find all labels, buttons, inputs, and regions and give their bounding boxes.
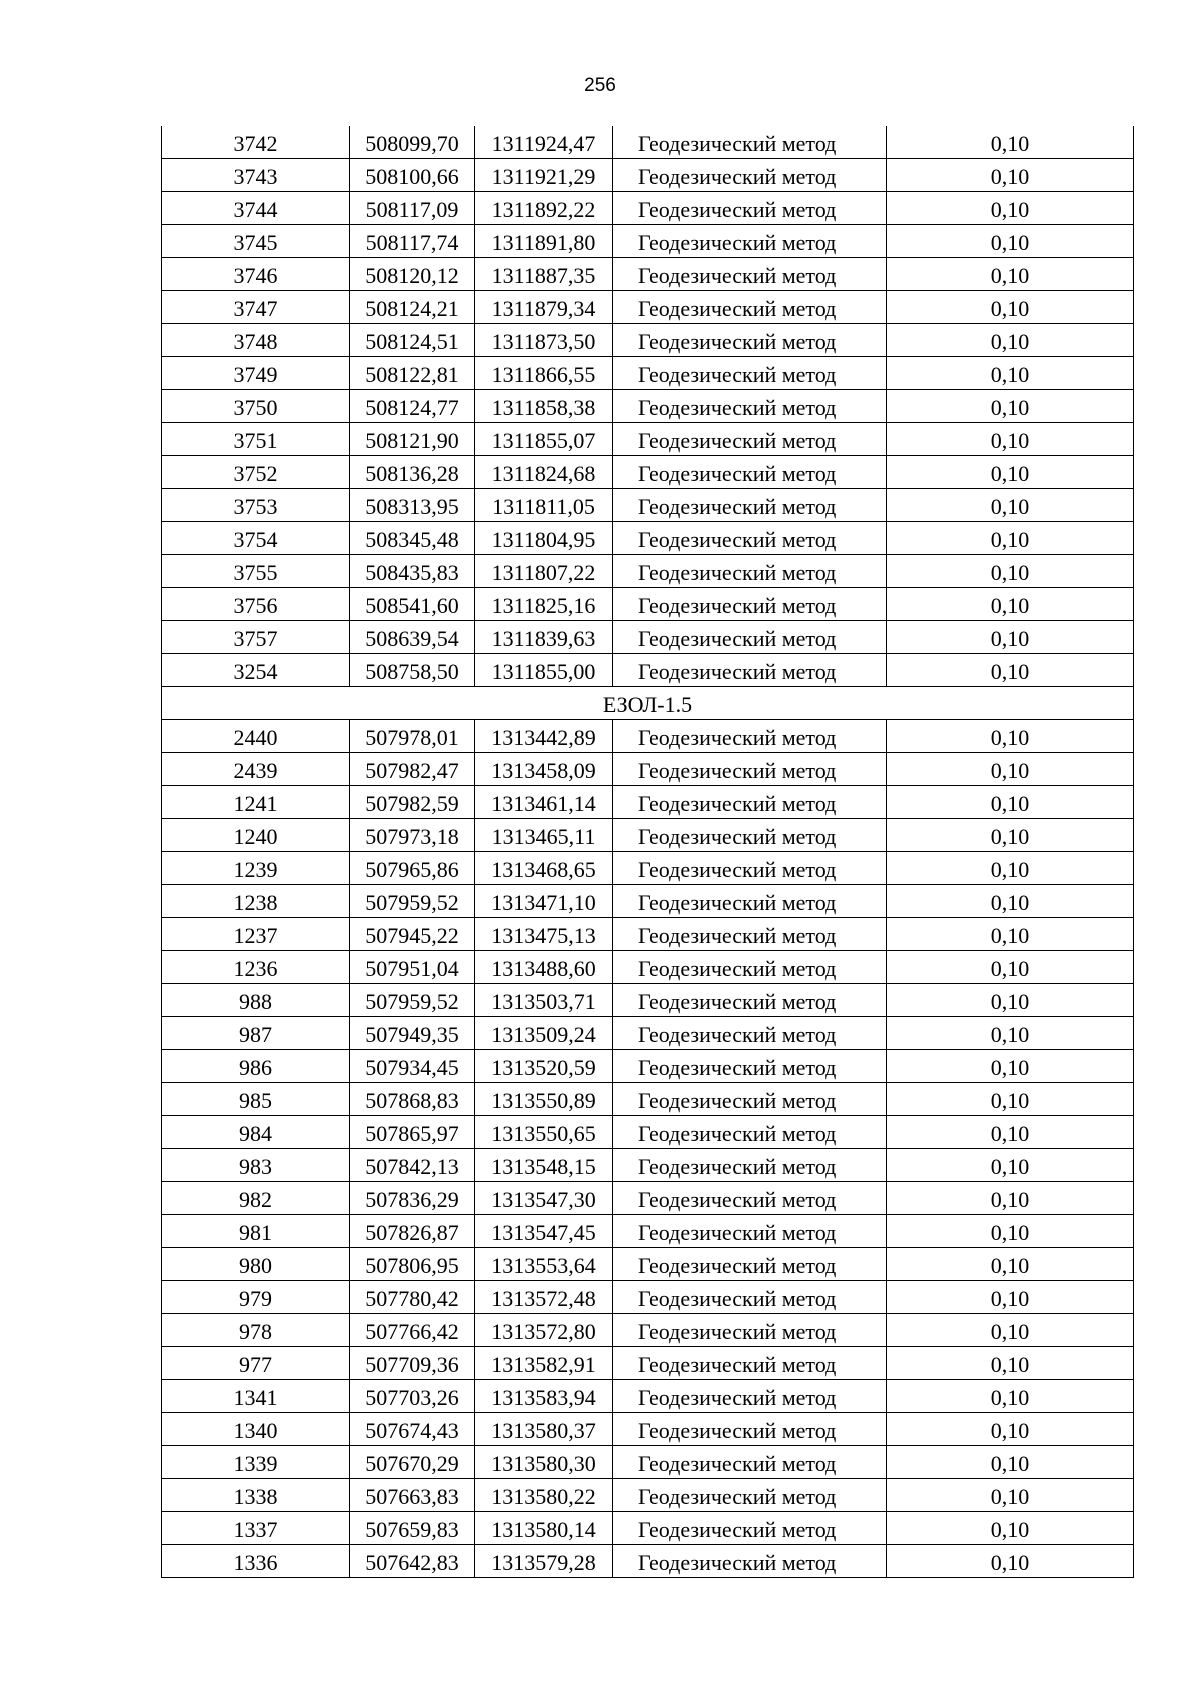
method-cell: Геодезический метод (613, 1413, 887, 1446)
accuracy-cell: 0,10 (887, 984, 1134, 1017)
point-number-cell: 3756 (162, 588, 350, 621)
method-cell: Геодезический метод (613, 654, 887, 687)
method-cell: Геодезический метод (613, 1050, 887, 1083)
accuracy-cell: 0,10 (887, 1017, 1134, 1050)
point-number-cell: 986 (162, 1050, 350, 1083)
point-number-cell: 1336 (162, 1545, 350, 1578)
x-coordinate-cell: 507868,83 (350, 1083, 475, 1116)
method-cell: Геодезический метод (613, 819, 887, 852)
table-row (162, 1083, 1134, 1116)
x-coordinate-cell: 508639,54 (350, 621, 475, 654)
x-coordinate-cell: 507982,47 (350, 753, 475, 786)
method-cell: Геодезический метод (613, 1446, 887, 1479)
accuracy-cell: 0,10 (887, 159, 1134, 192)
x-coordinate-cell: 507836,29 (350, 1182, 475, 1215)
method-cell: Геодезический метод (613, 489, 887, 522)
y-coordinate-cell: 1311891,80 (475, 225, 613, 258)
accuracy-cell: 0,10 (887, 819, 1134, 852)
y-coordinate-cell: 1313458,09 (475, 753, 613, 786)
accuracy-cell: 0,10 (887, 225, 1134, 258)
table-row (162, 522, 1134, 555)
x-coordinate-cell: 508100,66 (350, 159, 475, 192)
method-cell: Геодезический метод (613, 456, 887, 489)
point-number-cell: 3754 (162, 522, 350, 555)
table-row (162, 1380, 1134, 1413)
point-number-cell: 3755 (162, 555, 350, 588)
table-row (162, 588, 1134, 621)
y-coordinate-cell: 1313465,11 (475, 819, 613, 852)
y-coordinate-cell: 1311866,55 (475, 357, 613, 390)
accuracy-cell: 0,10 (887, 720, 1134, 753)
accuracy-cell: 0,10 (887, 1479, 1134, 1512)
y-coordinate-cell: 1311879,34 (475, 291, 613, 324)
table-row (162, 1281, 1134, 1314)
method-cell: Геодезический метод (613, 885, 887, 918)
accuracy-cell: 0,10 (887, 390, 1134, 423)
accuracy-cell: 0,10 (887, 588, 1134, 621)
accuracy-cell: 0,10 (887, 522, 1134, 555)
accuracy-cell: 0,10 (887, 885, 1134, 918)
y-coordinate-cell: 1313475,13 (475, 918, 613, 951)
x-coordinate-cell: 507780,42 (350, 1281, 475, 1314)
method-cell: Геодезический метод (613, 918, 887, 951)
point-number-cell: 3750 (162, 390, 350, 423)
x-coordinate-cell: 508117,09 (350, 192, 475, 225)
x-coordinate-cell: 508435,83 (350, 555, 475, 588)
y-coordinate-cell: 1313442,89 (475, 720, 613, 753)
table-row (162, 423, 1134, 456)
table-row (162, 786, 1134, 819)
point-number-cell: 3748 (162, 324, 350, 357)
y-coordinate-cell: 1311855,07 (475, 423, 613, 456)
x-coordinate-cell: 508121,90 (350, 423, 475, 456)
x-coordinate-cell: 507945,22 (350, 918, 475, 951)
table-row (162, 126, 1134, 159)
point-number-cell: 1239 (162, 852, 350, 885)
table-row (162, 1215, 1134, 1248)
method-cell: Геодезический метод (613, 720, 887, 753)
accuracy-cell: 0,10 (887, 951, 1134, 984)
point-number-cell: 1341 (162, 1380, 350, 1413)
method-cell: Геодезический метод (613, 324, 887, 357)
y-coordinate-cell: 1311858,38 (475, 390, 613, 423)
point-number-cell: 979 (162, 1281, 350, 1314)
x-coordinate-cell: 507951,04 (350, 951, 475, 984)
method-cell: Геодезический метод (613, 357, 887, 390)
point-number-cell: 3745 (162, 225, 350, 258)
accuracy-cell: 0,10 (887, 1446, 1134, 1479)
method-cell: Геодезический метод (613, 1281, 887, 1314)
point-number-cell: 3254 (162, 654, 350, 687)
method-cell: Геодезический метод (613, 1479, 887, 1512)
accuracy-cell: 0,10 (887, 786, 1134, 819)
y-coordinate-cell: 1311807,22 (475, 555, 613, 588)
method-cell: Геодезический метод (613, 1347, 887, 1380)
point-number-cell: 3753 (162, 489, 350, 522)
table-row (162, 753, 1134, 786)
method-cell: Геодезический метод (613, 852, 887, 885)
method-cell: Геодезический метод (613, 1149, 887, 1182)
y-coordinate-cell: 1313580,14 (475, 1512, 613, 1545)
accuracy-cell: 0,10 (887, 423, 1134, 456)
accuracy-cell: 0,10 (887, 1512, 1134, 1545)
table-row (162, 1512, 1134, 1545)
y-coordinate-cell: 1313579,28 (475, 1545, 613, 1578)
point-number-cell: 985 (162, 1083, 350, 1116)
table-row (162, 1017, 1134, 1050)
method-cell: Геодезический метод (613, 423, 887, 456)
x-coordinate-cell: 507842,13 (350, 1149, 475, 1182)
coordinates-table-body (162, 126, 1134, 1578)
table-row (162, 819, 1134, 852)
method-cell: Геодезический метод (613, 1215, 887, 1248)
table-row (162, 885, 1134, 918)
table-row (162, 456, 1134, 489)
point-number-cell: 978 (162, 1314, 350, 1347)
x-coordinate-cell: 508124,51 (350, 324, 475, 357)
accuracy-cell: 0,10 (887, 1116, 1134, 1149)
table-row (162, 1347, 1134, 1380)
y-coordinate-cell: 1313550,89 (475, 1083, 613, 1116)
x-coordinate-cell: 507959,52 (350, 885, 475, 918)
page-number: 256 (584, 75, 616, 96)
y-coordinate-cell: 1313548,15 (475, 1149, 613, 1182)
table-row (162, 1116, 1134, 1149)
y-coordinate-cell: 1311804,95 (475, 522, 613, 555)
x-coordinate-cell: 508758,50 (350, 654, 475, 687)
x-coordinate-cell: 507959,52 (350, 984, 475, 1017)
table-row (162, 1479, 1134, 1512)
method-cell: Геодезический метод (613, 258, 887, 291)
point-number-cell: 1339 (162, 1446, 350, 1479)
method-cell: Геодезический метод (613, 621, 887, 654)
accuracy-cell: 0,10 (887, 456, 1134, 489)
x-coordinate-cell: 508541,60 (350, 588, 475, 621)
point-number-cell: 1237 (162, 918, 350, 951)
point-number-cell: 980 (162, 1248, 350, 1281)
y-coordinate-cell: 1313461,14 (475, 786, 613, 819)
method-cell: Геодезический метод (613, 951, 887, 984)
x-coordinate-cell: 507978,01 (350, 720, 475, 753)
method-cell: Геодезический метод (613, 1545, 887, 1578)
y-coordinate-cell: 1313503,71 (475, 984, 613, 1017)
y-coordinate-cell: 1313488,60 (475, 951, 613, 984)
method-cell: Геодезический метод (613, 225, 887, 258)
accuracy-cell: 0,10 (887, 1314, 1134, 1347)
y-coordinate-cell: 1313468,65 (475, 852, 613, 885)
table-row (162, 192, 1134, 225)
method-cell: Геодезический метод (613, 1248, 887, 1281)
x-coordinate-cell: 508124,77 (350, 390, 475, 423)
table-row (162, 720, 1134, 753)
table-row (162, 852, 1134, 885)
y-coordinate-cell: 1313583,94 (475, 1380, 613, 1413)
accuracy-cell: 0,10 (887, 852, 1134, 885)
accuracy-cell: 0,10 (887, 1149, 1134, 1182)
y-coordinate-cell: 1311824,68 (475, 456, 613, 489)
x-coordinate-cell: 507973,18 (350, 819, 475, 852)
accuracy-cell: 0,10 (887, 1182, 1134, 1215)
section-header-row (162, 687, 1134, 720)
table-row (162, 324, 1134, 357)
point-number-cell: 3757 (162, 621, 350, 654)
table-row (162, 1314, 1134, 1347)
x-coordinate-cell: 507663,83 (350, 1479, 475, 1512)
point-number-cell: 981 (162, 1215, 350, 1248)
accuracy-cell: 0,10 (887, 654, 1134, 687)
accuracy-cell: 0,10 (887, 1050, 1134, 1083)
accuracy-cell: 0,10 (887, 1248, 1134, 1281)
accuracy-cell: 0,10 (887, 621, 1134, 654)
method-cell: Геодезический метод (613, 1380, 887, 1413)
x-coordinate-cell: 508099,70 (350, 126, 475, 159)
method-cell: Геодезический метод (613, 555, 887, 588)
point-number-cell: 1338 (162, 1479, 350, 1512)
point-number-cell: 2440 (162, 720, 350, 753)
x-coordinate-cell: 507865,97 (350, 1116, 475, 1149)
method-cell: Геодезический метод (613, 1116, 887, 1149)
y-coordinate-cell: 1313580,22 (475, 1479, 613, 1512)
y-coordinate-cell: 1313509,24 (475, 1017, 613, 1050)
y-coordinate-cell: 1311811,05 (475, 489, 613, 522)
method-cell: Геодезический метод (613, 1314, 887, 1347)
x-coordinate-cell: 508122,81 (350, 357, 475, 390)
x-coordinate-cell: 507670,29 (350, 1446, 475, 1479)
point-number-cell: 983 (162, 1149, 350, 1182)
table-row (162, 654, 1134, 687)
point-number-cell: 987 (162, 1017, 350, 1050)
table-row (162, 1545, 1134, 1578)
x-coordinate-cell: 507826,87 (350, 1215, 475, 1248)
table-row (162, 1446, 1134, 1479)
x-coordinate-cell: 507659,83 (350, 1512, 475, 1545)
x-coordinate-cell: 507766,42 (350, 1314, 475, 1347)
table-row (162, 918, 1134, 951)
y-coordinate-cell: 1313580,30 (475, 1446, 613, 1479)
method-cell: Геодезический метод (613, 291, 887, 324)
x-coordinate-cell: 508117,74 (350, 225, 475, 258)
x-coordinate-cell: 508120,12 (350, 258, 475, 291)
y-coordinate-cell: 1311839,63 (475, 621, 613, 654)
accuracy-cell: 0,10 (887, 291, 1134, 324)
method-cell: Геодезический метод (613, 984, 887, 1017)
accuracy-cell: 0,10 (887, 357, 1134, 390)
point-number-cell: 3744 (162, 192, 350, 225)
accuracy-cell: 0,10 (887, 258, 1134, 291)
y-coordinate-cell: 1313553,64 (475, 1248, 613, 1281)
accuracy-cell: 0,10 (887, 1281, 1134, 1314)
y-coordinate-cell: 1311855,00 (475, 654, 613, 687)
y-coordinate-cell: 1311825,16 (475, 588, 613, 621)
y-coordinate-cell: 1313580,37 (475, 1413, 613, 1446)
accuracy-cell: 0,10 (887, 1545, 1134, 1578)
point-number-cell: 3751 (162, 423, 350, 456)
x-coordinate-cell: 507934,45 (350, 1050, 475, 1083)
point-number-cell: 3747 (162, 291, 350, 324)
y-coordinate-cell: 1311921,29 (475, 159, 613, 192)
method-cell: Геодезический метод (613, 1182, 887, 1215)
point-number-cell: 2439 (162, 753, 350, 786)
table-row (162, 357, 1134, 390)
method-cell: Геодезический метод (613, 588, 887, 621)
point-number-cell: 3749 (162, 357, 350, 390)
table-row (162, 621, 1134, 654)
y-coordinate-cell: 1313547,30 (475, 1182, 613, 1215)
method-cell: Геодезический метод (613, 192, 887, 225)
accuracy-cell: 0,10 (887, 1083, 1134, 1116)
table-row (162, 1149, 1134, 1182)
accuracy-cell: 0,10 (887, 489, 1134, 522)
accuracy-cell: 0,10 (887, 1215, 1134, 1248)
point-number-cell: 1238 (162, 885, 350, 918)
y-coordinate-cell: 1313547,45 (475, 1215, 613, 1248)
y-coordinate-cell: 1313582,91 (475, 1347, 613, 1380)
method-cell: Геодезический метод (613, 159, 887, 192)
x-coordinate-cell: 507709,36 (350, 1347, 475, 1380)
y-coordinate-cell: 1311924,47 (475, 126, 613, 159)
accuracy-cell: 0,10 (887, 1413, 1134, 1446)
point-number-cell: 988 (162, 984, 350, 1017)
table-row (162, 555, 1134, 588)
point-number-cell: 1337 (162, 1512, 350, 1545)
x-coordinate-cell: 507965,86 (350, 852, 475, 885)
table-row (162, 1248, 1134, 1281)
method-cell: Геодезический метод (613, 390, 887, 423)
table-row (162, 1182, 1134, 1215)
x-coordinate-cell: 507674,43 (350, 1413, 475, 1446)
table-row (162, 1413, 1134, 1446)
point-number-cell: 982 (162, 1182, 350, 1215)
method-cell: Геодезический метод (613, 126, 887, 159)
accuracy-cell: 0,10 (887, 1347, 1134, 1380)
x-coordinate-cell: 508136,28 (350, 456, 475, 489)
y-coordinate-cell: 1311873,50 (475, 324, 613, 357)
section-title: ЕЗОЛ-1.5 (162, 687, 1134, 720)
point-number-cell: 3743 (162, 159, 350, 192)
point-number-cell: 977 (162, 1347, 350, 1380)
point-number-cell: 1340 (162, 1413, 350, 1446)
method-cell: Геодезический метод (613, 786, 887, 819)
y-coordinate-cell: 1311887,35 (475, 258, 613, 291)
x-coordinate-cell: 507642,83 (350, 1545, 475, 1578)
accuracy-cell: 0,10 (887, 753, 1134, 786)
method-cell: Геодезический метод (613, 753, 887, 786)
table-row (162, 1050, 1134, 1083)
table-row (162, 390, 1134, 423)
x-coordinate-cell: 508124,21 (350, 291, 475, 324)
x-coordinate-cell: 507949,35 (350, 1017, 475, 1050)
y-coordinate-cell: 1313572,80 (475, 1314, 613, 1347)
point-number-cell: 984 (162, 1116, 350, 1149)
point-number-cell: 3742 (162, 126, 350, 159)
y-coordinate-cell: 1313550,65 (475, 1116, 613, 1149)
method-cell: Геодезический метод (613, 1017, 887, 1050)
y-coordinate-cell: 1313471,10 (475, 885, 613, 918)
accuracy-cell: 0,10 (887, 555, 1134, 588)
y-coordinate-cell: 1311892,22 (475, 192, 613, 225)
point-number-cell: 1240 (162, 819, 350, 852)
x-coordinate-cell: 508313,95 (350, 489, 475, 522)
accuracy-cell: 0,10 (887, 324, 1134, 357)
point-number-cell: 3752 (162, 456, 350, 489)
table-row (162, 159, 1134, 192)
x-coordinate-cell: 507982,59 (350, 786, 475, 819)
point-number-cell: 1241 (162, 786, 350, 819)
method-cell: Геодезический метод (613, 522, 887, 555)
x-coordinate-cell: 507806,95 (350, 1248, 475, 1281)
method-cell: Геодезический метод (613, 1512, 887, 1545)
table-row (162, 951, 1134, 984)
y-coordinate-cell: 1313572,48 (475, 1281, 613, 1314)
table-row (162, 225, 1134, 258)
table-row (162, 291, 1134, 324)
x-coordinate-cell: 508345,48 (350, 522, 475, 555)
point-number-cell: 1236 (162, 951, 350, 984)
accuracy-cell: 0,10 (887, 918, 1134, 951)
accuracy-cell: 0,10 (887, 1380, 1134, 1413)
accuracy-cell: 0,10 (887, 126, 1134, 159)
y-coordinate-cell: 1313520,59 (475, 1050, 613, 1083)
table-row (162, 984, 1134, 1017)
coordinates-table (161, 126, 1134, 1578)
point-number-cell: 3746 (162, 258, 350, 291)
table-row (162, 489, 1134, 522)
table-row (162, 258, 1134, 291)
method-cell: Геодезический метод (613, 1083, 887, 1116)
x-coordinate-cell: 507703,26 (350, 1380, 475, 1413)
accuracy-cell: 0,10 (887, 192, 1134, 225)
